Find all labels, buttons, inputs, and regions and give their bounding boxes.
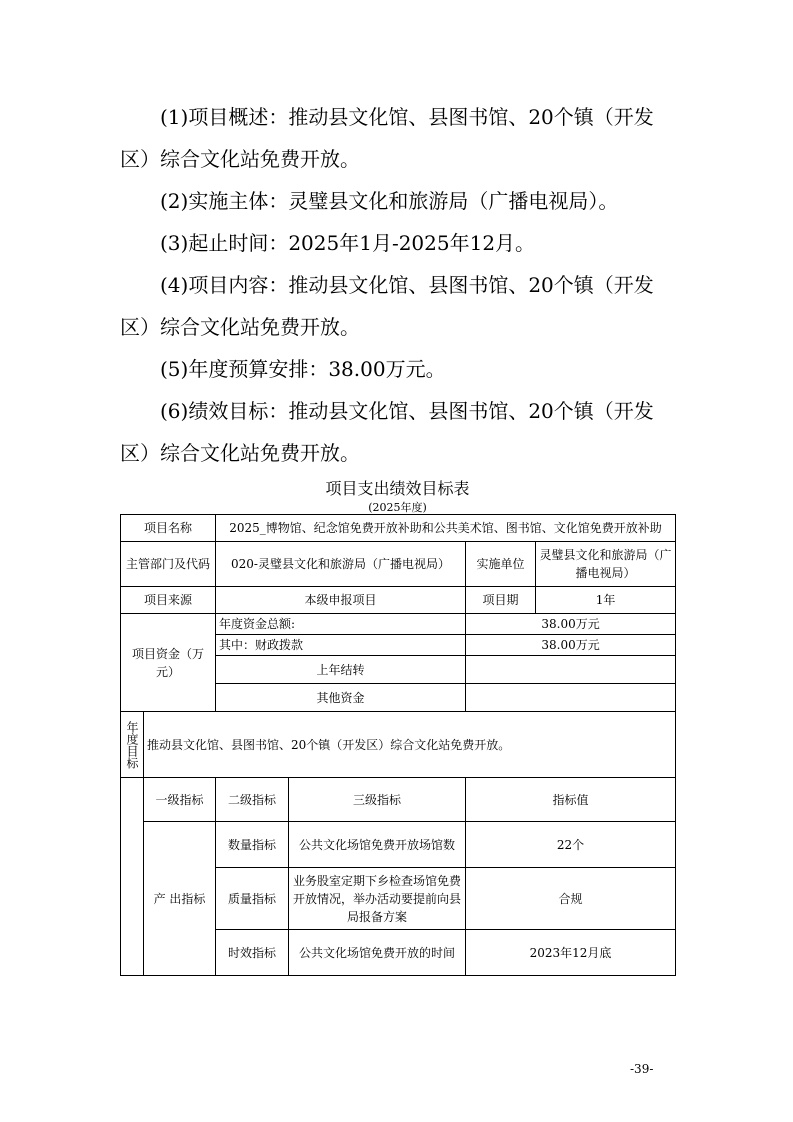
level2-cell: 时效指标 — [216, 930, 289, 976]
paragraph-5: (5)年度预算安排：38.00万元。 — [160, 357, 446, 381]
project-name-label: 项目名称 — [121, 515, 216, 542]
fund-total-value: 38.00万元 — [466, 614, 676, 635]
level3-cell: 公共文化场馆免费开放场馆数 — [289, 822, 466, 868]
header-level3: 三级指标 — [289, 778, 466, 822]
header-level2: 二级指标 — [216, 778, 289, 822]
fund-total-label: 年度资金总额: — [216, 614, 466, 635]
project-name-value: 2025_博物馆、纪念馆免费开放补助和公共美术馆、图书馆、文化馆免费开放补助 — [216, 515, 676, 542]
fund-label: 项目资金（万元） — [121, 614, 216, 712]
fund-other-value — [466, 684, 676, 712]
fund-other-label: 其他资金 — [216, 684, 466, 712]
table-title: 项目支出绩效目标表 — [325, 479, 470, 498]
source-label: 项目来源 — [121, 587, 216, 614]
fund-carry-value — [466, 656, 676, 684]
table-row — [121, 822, 676, 868]
goal-label: 年度目标 — [121, 712, 144, 778]
table-row — [121, 712, 676, 778]
dept-value: 020-灵璧县文化和旅游局（广播电视局） — [216, 542, 466, 587]
table-row — [121, 587, 676, 614]
paragraph-4: (4)项目内容：推动县文化馆、县图书馆、20个镇（开发区）综合文化站免费开放。 — [120, 273, 654, 339]
dept-label: 主管部门及代码 — [121, 542, 216, 587]
fund-carry-label: 上年结转 — [216, 656, 466, 684]
table-row — [121, 515, 676, 542]
value-cell: 22个 — [466, 822, 676, 868]
paragraph-1: (1)项目概述：推动县文化馆、县图书馆、20个镇（开发区）综合文化站免费开放。 — [120, 105, 654, 171]
level3-cell: 业务股室定期下乡检查场馆免费开放情况，举办活动要提前向县局报备方案 — [289, 868, 466, 930]
output-label: 产 出指标 — [144, 822, 216, 976]
table-subtitle: (2025年度) — [368, 501, 427, 514]
performance-table — [120, 514, 676, 976]
level3-cell: 公共文化场馆免费开放的时间 — [289, 930, 466, 976]
table-row — [121, 542, 676, 587]
paragraph-6: (6)绩效目标：推动县文化馆、县图书馆、20个镇（开发区）综合文化站免费开放。 — [120, 399, 654, 465]
period-label: 项目期 — [466, 587, 536, 614]
header-value: 指标值 — [466, 778, 676, 822]
fund-fiscal-value: 38.00万元 — [466, 635, 676, 656]
value-cell: 2023年12月底 — [466, 930, 676, 976]
page-number: -39- — [630, 1062, 654, 1076]
header-level1: 一级指标 — [144, 778, 216, 822]
table-row — [121, 614, 676, 635]
impl-value: 灵璧县文化和旅游局（广播电视局） — [536, 542, 676, 587]
value-cell: 合规 — [466, 868, 676, 930]
level2-cell: 质量指标 — [216, 868, 289, 930]
level2-cell: 数量指标 — [216, 822, 289, 868]
period-value: 1年 — [536, 587, 676, 614]
blank-cell — [121, 778, 144, 976]
paragraph-3: (3)起止时间：2025年1月-2025年12月。 — [160, 231, 536, 255]
table-row — [121, 778, 676, 822]
impl-label: 实施单位 — [466, 542, 536, 587]
goal-text: 推动县文化馆、县图书馆、20个镇（开发区）综合文化站免费开放。 — [144, 712, 676, 778]
fund-fiscal-label: 其中：财政拨款 — [216, 635, 466, 656]
source-value: 本级申报项目 — [216, 587, 466, 614]
paragraph-2: (2)实施主体：灵璧县文化和旅游局（广播电视局）。 — [160, 189, 619, 213]
